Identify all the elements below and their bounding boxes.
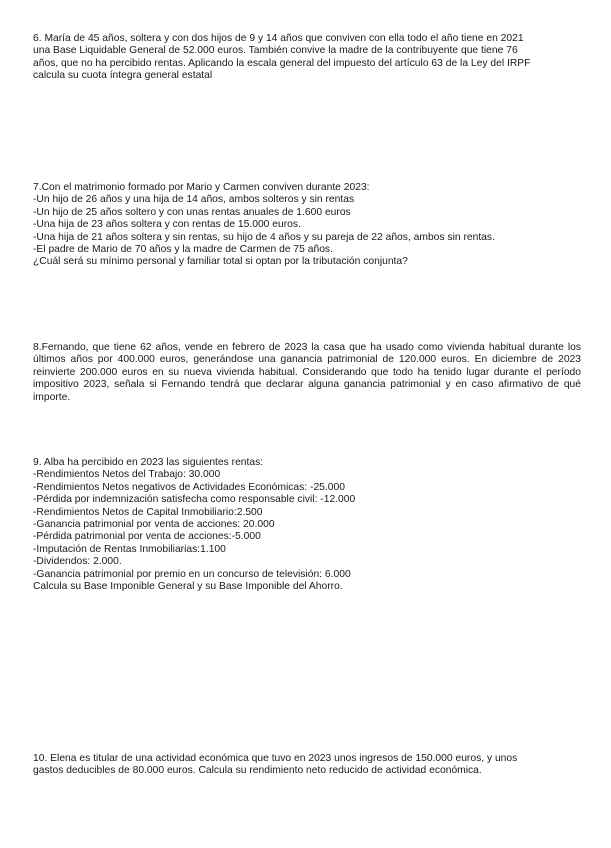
exercise-7-line: -Un hijo de 26 años y una hija de 14 años, ambos solteros y sin rentas <box>33 194 355 206</box>
exercise-6-line: calcula su cuota íntegra general estatal <box>33 70 213 82</box>
exercise-9-line: -Ganancia patrimonial por venta de acciones: 20.000 <box>33 519 275 531</box>
exercise-10-line: 10. Elena es titular de una actividad económica que tuvo en 2023 unos ingresos de 150.000 euros, y unos <box>33 753 518 764</box>
exercise-7 <box>33 182 581 269</box>
exercise-9 <box>33 457 581 593</box>
exercise-6 <box>33 33 581 83</box>
exercise-9-line: 9. Alba ha percibido en 2023 las siguientes rentas: <box>33 457 264 468</box>
exercise-8-paragraph: 8.Fernando, que tiene 62 años, vende en febrero de 2023 la casa que ha usado como vivienda habitual durante los últimos años por 400.000 euros, generándose una ganancia patrimonial de 120.000 euros. En diciembre de 2023 reinvierte 200.000 euros en su nueva vivienda habitual. Considerando que todo ha tenido lugar durante el período impositivo 2023, señala si Fernando tendrá que declarar alguna ganancia patrimonial y en caso afirmativo de qué importe. <box>33 342 581 403</box>
exercise-9-line: -Ganancia patrimonial por premio en un concurso de televisión: 6.000 <box>33 568 351 580</box>
exercise-9-line: -Rendimientos Netos negativos de Actividades Económicas: -25.000 <box>33 481 345 493</box>
exercise-9-line: Calcula su Base Imponible General y su Base Imponible del Ahorro. <box>33 581 343 593</box>
exercise-8 <box>33 342 581 404</box>
exercise-9-line: -Rendimientos Netos del Trabajo: 30.000 <box>33 469 221 481</box>
exercise-9-line: -Pérdida patrimonial por venta de acciones:-5.000 <box>33 531 261 543</box>
exercise-6-line: una Base Liquidable General de 52.000 euros. También convive la madre de la contribuyente que tiene 76 <box>33 45 518 57</box>
exercise-10 <box>33 753 581 778</box>
exercise-9-line: -Pérdida por indemnización satisfecha como responsable civil: -12.000 <box>33 494 356 506</box>
exercise-6-line: 6. María de 45 años, soltera y con dos hijos de 9 y 14 años que conviven con ella todo el año tiene en 2021 <box>33 33 524 44</box>
exercise-7-line: -Un hijo de 25 años soltero y con unas rentas anuales de 1.600 euros <box>33 206 351 218</box>
exercise-9-line: -Imputación de Rentas Inmobiliarias:1.100 <box>33 543 226 555</box>
exercise-7-line: 7.Con el matrimonio formado por Mario y Carmen conviven durante 2023: <box>33 182 370 193</box>
exercise-6-line: años, que no ha percibido rentas. Aplicando la escala general del impuesto del artículo 63 de la Ley del IRPF <box>33 57 531 69</box>
exercise-7-line: ¿Cuál será su mínimo personal y familiar total si optan por la tributación conjunta? <box>33 256 408 268</box>
exercise-10-line: gastos deducibles de 80.000 euros. Calcula su rendimiento neto reducido de actividad económica. <box>33 765 482 777</box>
exercise-9-line: -Rendimientos Netos de Capital Inmobiliario:2.500 <box>33 506 263 518</box>
exercise-7-line: -El padre de Mario de 70 años y la madre de Carmen de 75 años. <box>33 244 333 256</box>
exercise-7-line: -Una hija de 23 años soltera y con rentas de 15.000 euros. <box>33 219 301 231</box>
exercise-7-line: -Una hija de 21 años soltera y sin rentas, su hijo de 4 años y su pareja de 22 años, ambos sin rentas. <box>33 231 495 243</box>
exercise-9-line: -Dividendos: 2.000. <box>33 556 122 568</box>
